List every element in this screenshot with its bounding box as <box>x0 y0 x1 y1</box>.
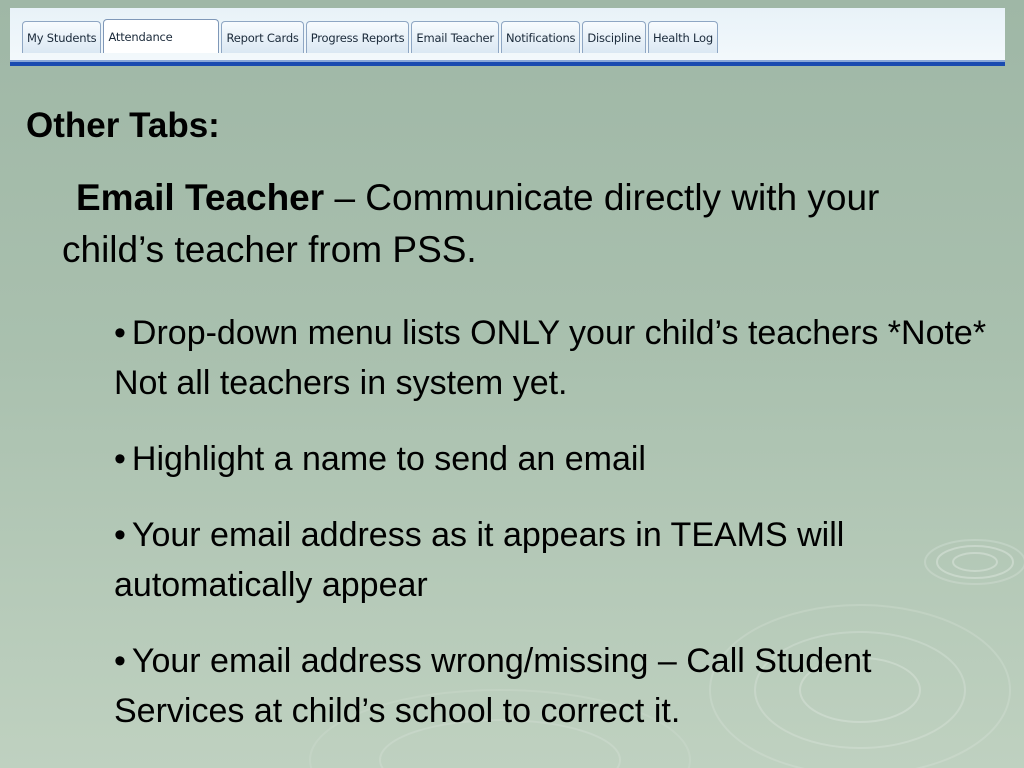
tab-report-cards[interactable]: Report Cards <box>221 21 303 53</box>
tab-attendance[interactable]: Attendance <box>103 19 219 53</box>
bullet-marker: • <box>114 440 126 478</box>
tab-email-teacher[interactable]: Email Teacher <box>411 21 499 53</box>
intro-lead: Email Teacher <box>76 177 325 218</box>
bullet-text: Highlight a name to send an email <box>131 440 646 478</box>
tab-underline <box>10 62 1005 66</box>
slide-heading: Other Tabs: <box>26 106 220 145</box>
intro-text: – Communicate directly with your child’s teacher from PSS. <box>62 177 880 270</box>
tab-notifications[interactable]: Notifications <box>501 21 580 53</box>
bullet-item <box>114 510 1009 610</box>
tab-health-log[interactable]: Health Log <box>648 21 718 53</box>
tab-bar <box>10 8 1005 66</box>
bullet-marker: • <box>114 516 126 554</box>
tab-my-students[interactable]: My Students <box>22 21 101 53</box>
bullet-text: Drop-down menu lists ONLY your child’s teachers *Note* Not all teachers in system yet. <box>114 314 987 402</box>
intro-paragraph <box>62 172 982 276</box>
tab-discipline[interactable]: Discipline <box>582 21 646 53</box>
bullet-marker: • <box>114 314 126 352</box>
bullet-text: Your email address as it appears in TEAMS will automatically appear <box>114 516 845 604</box>
bullet-item <box>114 636 1009 736</box>
bullet-list <box>114 308 1009 762</box>
bullet-text: Your email address wrong/missing – Call Student Services at child’s school to correct it. <box>114 642 872 730</box>
tab-progress-reports[interactable]: Progress Reports <box>306 21 410 53</box>
tab-list <box>22 19 720 53</box>
bullet-item <box>114 308 1009 408</box>
bullet-item <box>114 434 1009 484</box>
bullet-marker: • <box>114 642 126 680</box>
